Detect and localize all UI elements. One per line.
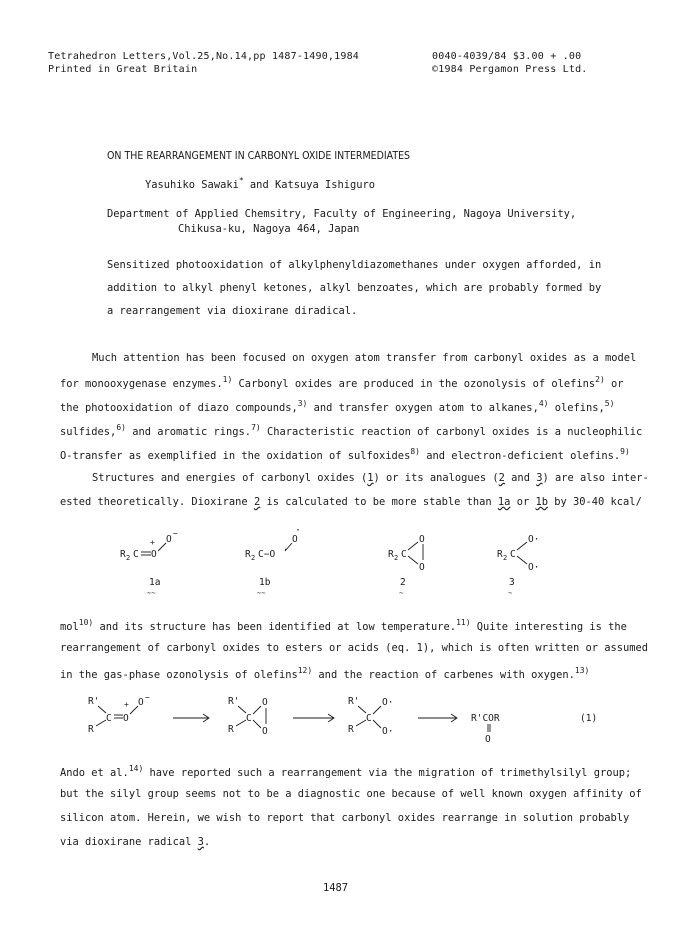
svg-text:O·: O· bbox=[528, 562, 540, 573]
reference: 6) bbox=[116, 423, 126, 432]
body-line: but the silyl group seems not to be a diagnostic one because of well known oxygen affinity of bbox=[60, 788, 642, 800]
compound-label: 2 bbox=[400, 577, 406, 588]
svg-text:O: O bbox=[485, 734, 491, 745]
reference: 13) bbox=[574, 666, 590, 675]
svg-text:R: R bbox=[88, 724, 94, 735]
svg-text:O: O bbox=[419, 562, 425, 573]
body-line: Much attention has been focused on oxygen atom transfer from carbonyl oxides as a model bbox=[92, 352, 637, 364]
svg-text:C: C bbox=[106, 713, 112, 724]
svg-text:O: O bbox=[262, 726, 268, 737]
affiliation-line-1: Department of Applied Chemsitry, Faculty of Engineering, Nagoya University, bbox=[107, 208, 577, 220]
reference: 2) bbox=[595, 375, 605, 384]
body-line: Ando et al.$^{14)}$ have reported such a rearrangement via the migration of trimethylsilyl group; bbox=[60, 764, 632, 779]
structure-1b bbox=[245, 525, 335, 610]
paper-title: ON THE REARRANGEMENT IN CARBONYL OXIDE INTERMEDIATES bbox=[107, 150, 411, 162]
compound-label: 3 bbox=[509, 577, 515, 588]
svg-text:O·: O· bbox=[382, 726, 394, 737]
author-1: Yasuhiko Sawaki bbox=[145, 179, 239, 191]
body-line: O-transfer as exemplified in the oxidation of sulfoxides$^{8)}$ and electron-deficient olefins.$^{9)}$ bbox=[60, 447, 630, 462]
body-line: rearrangement of carbonyl oxides to esters or acids (eq. 1), which is often written or assumed bbox=[60, 642, 649, 654]
body-line: ested theoretically. Dioxirane 2 is calculated to be more stable than 1a or 1b by 30-40 kcal/ bbox=[60, 496, 642, 508]
svg-text:R': R' bbox=[88, 696, 100, 707]
abstract-line-1: Sensitized photooxidation of alkylphenyldiazomethanes under oxygen afforded, in bbox=[107, 259, 602, 271]
body-line: silicon atom. Herein, we wish to report that carbonyl oxides rearrange in solution probably bbox=[60, 812, 630, 824]
svg-text:C: C bbox=[133, 549, 139, 560]
svg-text:·: · bbox=[283, 545, 288, 554]
svg-text:∼: ∼ bbox=[508, 589, 513, 597]
body-line: mol$^{10)}$ and its structure has been identified at low temperature.$^{11)}$ Quite interesting is the bbox=[60, 618, 627, 633]
structure-1a bbox=[120, 530, 210, 610]
svg-text:C: C bbox=[401, 549, 407, 560]
svg-text:R: R bbox=[348, 724, 354, 735]
author-2: and Katsuya Ishiguro bbox=[243, 179, 376, 191]
svg-text:C: C bbox=[246, 713, 252, 724]
body-line: for monooxygenase enzymes.$^{1)}$ Carbonyl oxides are produced in the ozonolysis of olefins$^{2)}$ or bbox=[60, 375, 624, 390]
svg-text:O: O bbox=[292, 534, 298, 545]
compound-label: 1b bbox=[259, 577, 271, 588]
svg-text:R: R bbox=[120, 549, 126, 560]
printed-note: Printed in Great Britain bbox=[48, 64, 198, 75]
structure-2 bbox=[388, 530, 478, 610]
copyright-note: ©1984 Pergamon Press Ltd. bbox=[432, 64, 588, 75]
issn-price: 0040-4039/84 $3.00 + .00 bbox=[432, 51, 582, 62]
body-line: sulfides,$^{6)}$ and aromatic rings.$^{7)}$ Characteristic reaction of carbonyl oxides is a nucleophilic bbox=[60, 423, 643, 438]
svg-text:R: R bbox=[245, 549, 251, 560]
abstract-line-3: a rearrangement via dioxirane diradical. bbox=[107, 305, 358, 317]
svg-text:2: 2 bbox=[503, 554, 508, 562]
svg-text:·: · bbox=[295, 525, 302, 536]
svg-text:R': R' bbox=[228, 696, 240, 707]
svg-text:O: O bbox=[166, 534, 172, 545]
svg-text:+: + bbox=[124, 700, 129, 709]
body-line: via dioxirane radical 3. bbox=[60, 836, 211, 848]
svg-text:O: O bbox=[151, 549, 157, 560]
reference: 10) bbox=[78, 618, 94, 627]
authors bbox=[145, 176, 375, 191]
reference: 12) bbox=[297, 666, 313, 675]
reference: 1) bbox=[222, 375, 233, 384]
svg-text:∼∼: ∼∼ bbox=[147, 589, 156, 597]
reference: 11) bbox=[456, 618, 471, 627]
reference: 7) bbox=[251, 423, 261, 432]
affiliation-line-2: Chikusa-ku, Nagoya 464, Japan bbox=[178, 223, 360, 235]
svg-text:R': R' bbox=[348, 696, 360, 707]
abstract-line-2: addition to alkyl phenyl ketones, alkyl benzoates, which are probably formed by bbox=[107, 282, 602, 294]
svg-text:R: R bbox=[388, 549, 394, 560]
reference: 5) bbox=[604, 399, 615, 408]
svg-text:C: C bbox=[510, 549, 516, 560]
reference: 8) bbox=[410, 447, 420, 456]
svg-text:C−O: C−O bbox=[258, 549, 276, 560]
structure-3 bbox=[497, 530, 587, 610]
svg-text:−: − bbox=[173, 529, 178, 538]
svg-text:R'COR: R'COR bbox=[471, 713, 500, 724]
svg-text:2: 2 bbox=[394, 554, 399, 562]
body-line: the photooxidation of diazo compounds,$^{3)}$ and transfer oxygen atom to alkanes,$^{4)}$ olefins,$^{5)}$ bbox=[60, 399, 615, 414]
reference: 3) bbox=[297, 399, 308, 408]
journal-citation: Tetrahedron Letters,Vol.25,No.14,pp 1487-1490,1984 bbox=[48, 51, 360, 62]
svg-text:O: O bbox=[419, 534, 425, 545]
svg-text:−: − bbox=[145, 693, 150, 702]
svg-text:C: C bbox=[366, 713, 372, 724]
page-number: 1487 bbox=[323, 882, 349, 894]
body-line: Structures and energies of carbonyl oxides (1) or its analogues (2 and 3) are also inter- bbox=[92, 472, 649, 484]
reference: 14) bbox=[128, 764, 144, 773]
svg-text:O·: O· bbox=[382, 697, 394, 708]
svg-text:O·: O· bbox=[528, 534, 540, 545]
body-line: in the gas-phase ozonolysis of olefins$^{12)}$ and the reaction of carbenes with oxygen.$^{13)}$ bbox=[60, 666, 590, 681]
svg-text:+: + bbox=[150, 538, 155, 547]
corresponding-star: * bbox=[238, 176, 244, 185]
svg-text:O: O bbox=[138, 697, 144, 708]
reference: 9) bbox=[620, 447, 630, 456]
svg-text:∼: ∼ bbox=[399, 589, 404, 597]
equation-number: (1) bbox=[580, 713, 598, 724]
svg-text:R: R bbox=[228, 724, 234, 735]
svg-text:R: R bbox=[497, 549, 503, 560]
svg-text:2: 2 bbox=[126, 554, 131, 562]
svg-text:O: O bbox=[123, 713, 129, 724]
svg-text:∼∼: ∼∼ bbox=[257, 589, 266, 597]
svg-text:O: O bbox=[262, 697, 268, 708]
compound-label: 1a bbox=[149, 577, 161, 588]
reference: 4) bbox=[538, 399, 549, 408]
equation-1 bbox=[88, 694, 648, 774]
svg-text:2: 2 bbox=[251, 554, 256, 562]
